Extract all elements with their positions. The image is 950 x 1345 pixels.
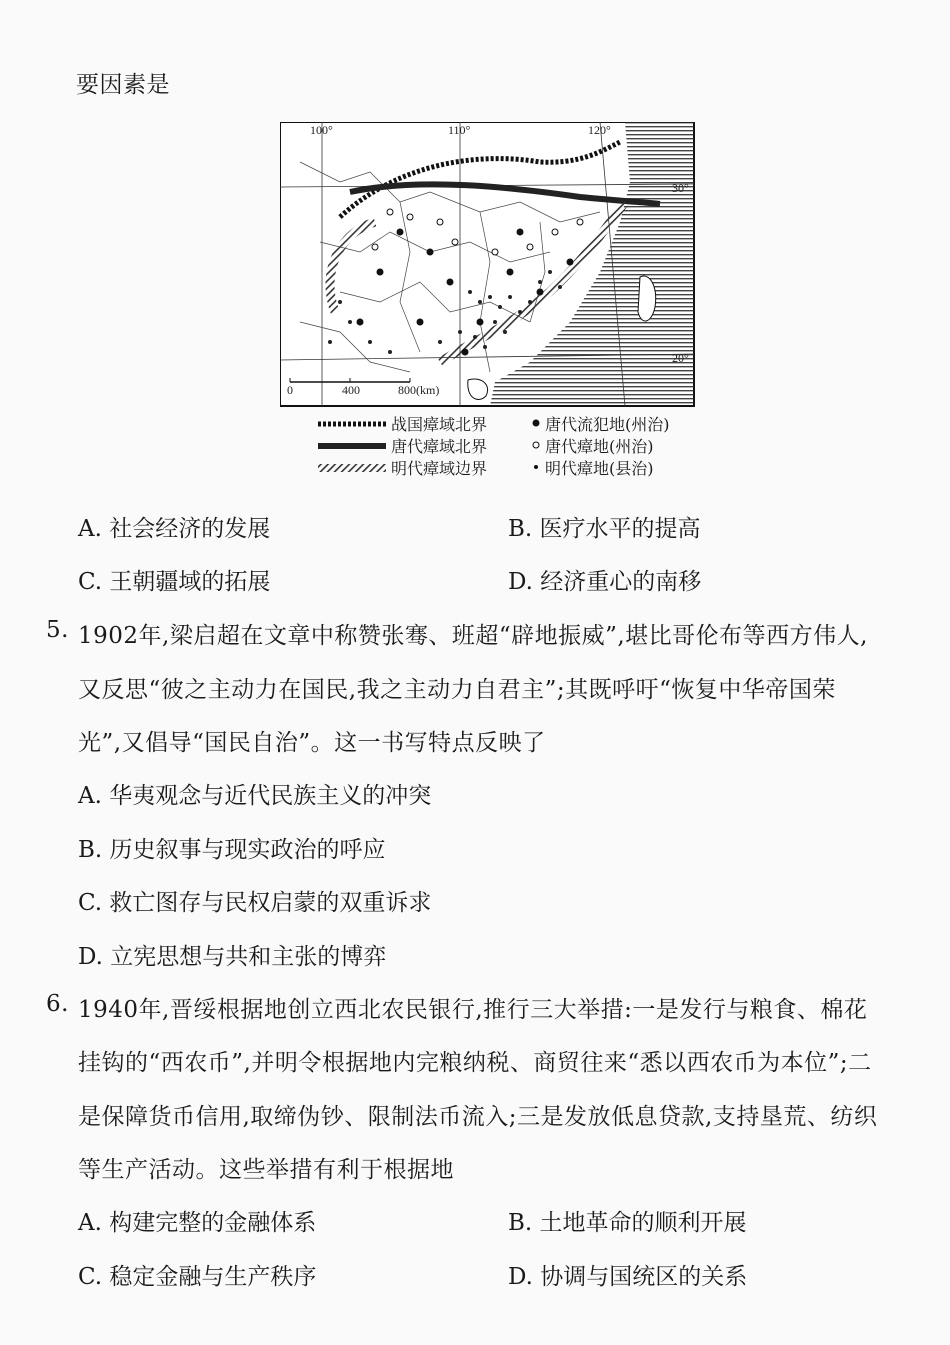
q6-option-b[interactable]: B. 土地革命的顺利开展 bbox=[508, 1210, 747, 1236]
legend-warring-states-symbol bbox=[316, 417, 388, 431]
q5-option-c[interactable]: C. 救亡图存与民权启蒙的双重诉求 bbox=[78, 890, 432, 916]
q6-stem-line: 是保障货币信用,取缔伪钞、限制法币流入;三是发放低息贷款,支持垦荒、纺织 bbox=[78, 1104, 878, 1130]
q5-option-b[interactable]: B. 历史叙事与现实政治的呼应 bbox=[78, 837, 386, 863]
small-dot-icon bbox=[531, 462, 541, 472]
lon-label: 100° bbox=[310, 123, 333, 137]
q6-option-d[interactable]: D. 协调与国统区的关系 bbox=[508, 1264, 748, 1290]
question-stem-tail: 要因素是 bbox=[76, 72, 170, 98]
q6-number: 6. bbox=[46, 991, 69, 1017]
svg-text:0: 0 bbox=[287, 383, 293, 397]
q6-option-a[interactable]: A. 构建完整的金融体系 bbox=[78, 1210, 317, 1236]
legend-ming-symbol bbox=[316, 461, 388, 475]
q4-option-b[interactable]: B. 医疗水平的提高 bbox=[508, 516, 701, 542]
q5-option-d[interactable]: D. 立宪思想与共和主张的博弈 bbox=[78, 944, 387, 970]
taiwan-island bbox=[638, 276, 656, 321]
lon-label: 120° bbox=[588, 123, 611, 137]
q5-stem-line: 1902年,梁启超在文章中称赞张骞、班超“辟地振威”,堪比哥伦布等西方伟人, bbox=[78, 623, 868, 649]
miasma-region-map bbox=[280, 122, 696, 408]
q6-stem-line: 等生产活动。这些举措有利于根据地 bbox=[78, 1157, 454, 1183]
legend-label: 唐代瘴地(州治) bbox=[545, 437, 654, 456]
lat-label: 20° bbox=[672, 351, 689, 365]
filled-dot-icon bbox=[531, 418, 541, 428]
lat-label: 30° bbox=[672, 181, 689, 195]
lon-label: 110° bbox=[448, 123, 471, 137]
q6-option-c[interactable]: C. 稳定金融与生产秩序 bbox=[78, 1264, 317, 1290]
legend-label: 唐代流犯地(州治) bbox=[545, 415, 670, 434]
q4-option-c[interactable]: C. 王朝疆域的拓展 bbox=[78, 569, 271, 595]
q6-stem-line: 1940年,晋绥根据地创立西北农民银行,推行三大举措:一是发行与粮食、棉花 bbox=[78, 997, 868, 1023]
legend-tang-symbol bbox=[316, 439, 388, 453]
q5-stem-line: 光”,又倡导“国民自治”。这一书写特点反映了 bbox=[78, 730, 546, 756]
legend-label: 唐代瘴域北界 bbox=[391, 437, 488, 456]
q5-option-a[interactable]: A. 华夷观念与近代民族主义的冲突 bbox=[78, 783, 432, 809]
q5-number: 5. bbox=[46, 617, 69, 643]
open-dot-icon bbox=[531, 440, 541, 450]
legend-label: 战国瘴域北界 bbox=[391, 415, 488, 434]
svg-text:800(km): 800(km) bbox=[398, 383, 440, 397]
svg-text:400: 400 bbox=[342, 383, 360, 397]
q6-stem-line: 挂钩的“西农币”,并明令根据地内完粮纳税、商贸往来“悉以西农币为本位”;二 bbox=[78, 1050, 872, 1076]
legend-label: 明代瘴域边界 bbox=[391, 459, 488, 478]
legend-label: 明代瘴地(县治) bbox=[545, 459, 654, 478]
q5-stem-line: 又反思“彼之主动力在国民,我之主动力自君主”;其既呼吁“恢复中华帝国荣 bbox=[78, 677, 836, 703]
q4-option-d[interactable]: D. 经济重心的南移 bbox=[508, 569, 702, 595]
q4-option-a[interactable]: A. 社会经济的发展 bbox=[78, 516, 271, 542]
